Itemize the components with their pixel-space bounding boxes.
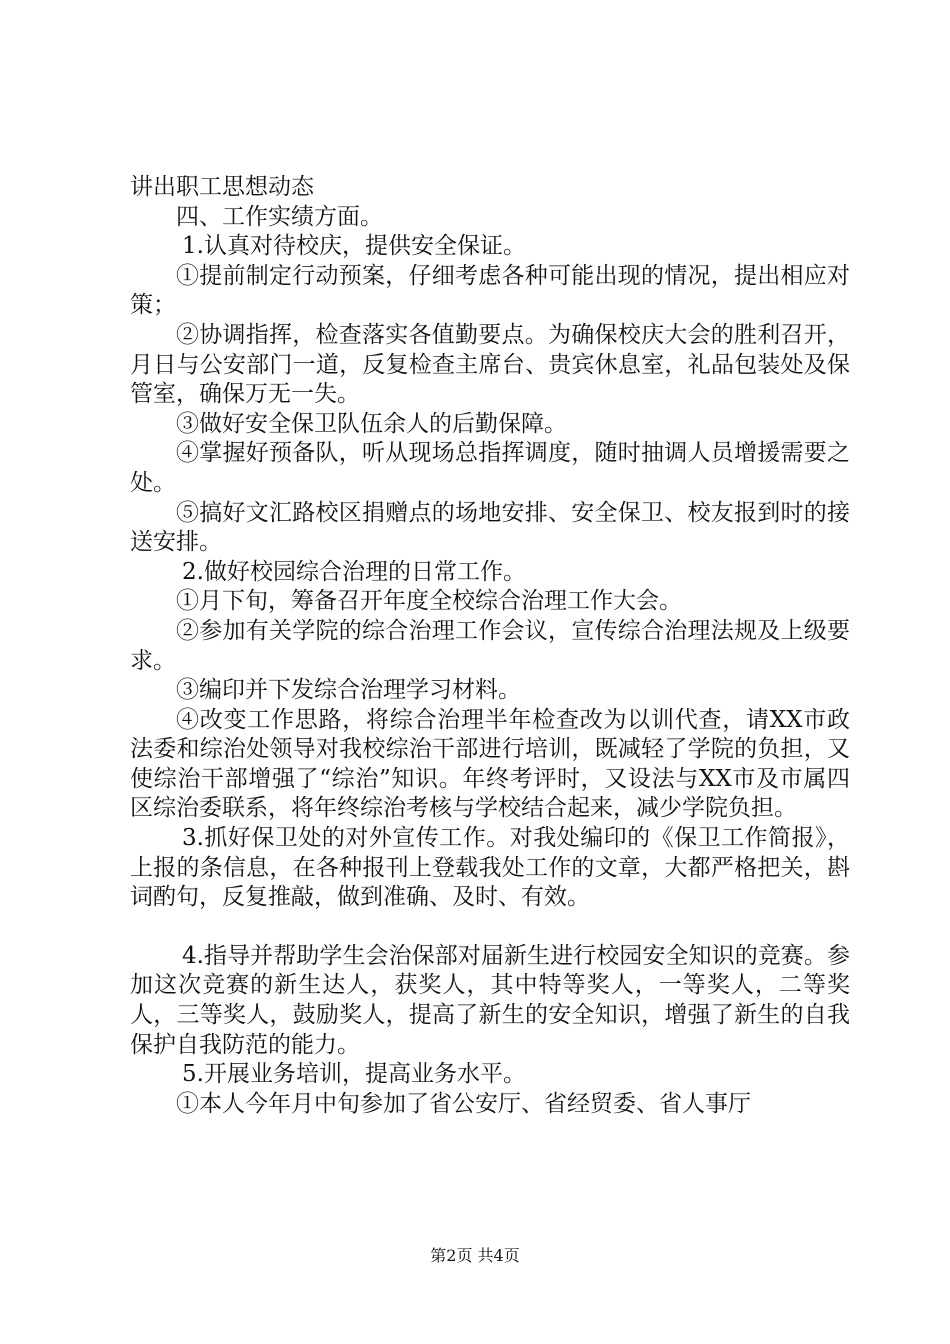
list-item: ④掌握好预备队，听从现场总指挥调度，随时抽调人员增援需要之处。 <box>130 440 850 496</box>
paragraph: 讲出职工思想动态 <box>130 174 314 200</box>
list-item: ③做好安全保卫队伍余人的后勤保障。 <box>176 410 567 437</box>
subsection-heading: 5.开展业务培训，提高业务水平。 <box>182 1061 526 1088</box>
list-item: ①提前制定行动预案，仔细考虑各种可能出现的情况，提出相应对策； <box>130 262 850 319</box>
paragraph: 4.指导并帮助学生会治保部对届新生进行校园安全知识的竞赛。参加这次竞赛的新生达人，获奖人，其中特等奖人，一等奖人，二等奖人，三等奖人，鼓励奖人，提高了新生的安全知识，增强了新生的自我保护自我防范的能力。 <box>130 942 850 1058</box>
list-item: ⑤搞好文汇路校区捐赠点的场地安排、安全保卫、校友报到时的接送安排。 <box>130 499 850 556</box>
list-item: ①本人今年月中旬参加了省公安厅、省经贸委、省人事厅 <box>176 1090 751 1117</box>
list-item: ②参加有关学院的综合治理工作会议，宣传综合治理法规及上级要求。 <box>130 617 850 674</box>
subsection-heading: 1.认真对待校庆，提供安全保证。 <box>182 233 526 260</box>
list-item: ①月下旬，筹备召开年度全校综合治理工作大会。 <box>176 588 682 615</box>
list-item: ④改变工作思路，将综合治理半年检查改为以训代查，请XX市政法委和综治处领导对我校综治干部进行培训，既减轻了学院的负担，又使综治干部增强了“综治”知识。年终考评时，又设法与XX市及市属四区综治委联系，将年终综治考核与学校结合起来，减少学院负担。 <box>130 706 850 822</box>
list-item: ③编印并下发综合治理学习材料。 <box>176 677 521 704</box>
subsection-heading: 2.做好校园综合治理的日常工作。 <box>182 558 526 585</box>
page-footer: 第2页 共4页 <box>430 1246 520 1265</box>
list-item: ②协调指挥，检查落实各值勤要点。为确保校庆大会的胜利召开，月日与公安部门一道，反复检查主席台、贵宾休息室，礼品包装处及保管室，确保万无一失。 <box>130 321 850 408</box>
paragraph-gap <box>130 913 850 942</box>
section-heading: 四、工作实绩方面。 <box>176 203 383 230</box>
paragraph: 3.抓好保卫处的对外宣传工作。对我处编印的《保卫工作简报》，上报的条信息，在各种报刊上登载我处工作的文章，大都严格把关，斟词酌句，反复推敲，做到准确、及时、有效。 <box>130 825 850 911</box>
document-body <box>130 173 850 1119</box>
